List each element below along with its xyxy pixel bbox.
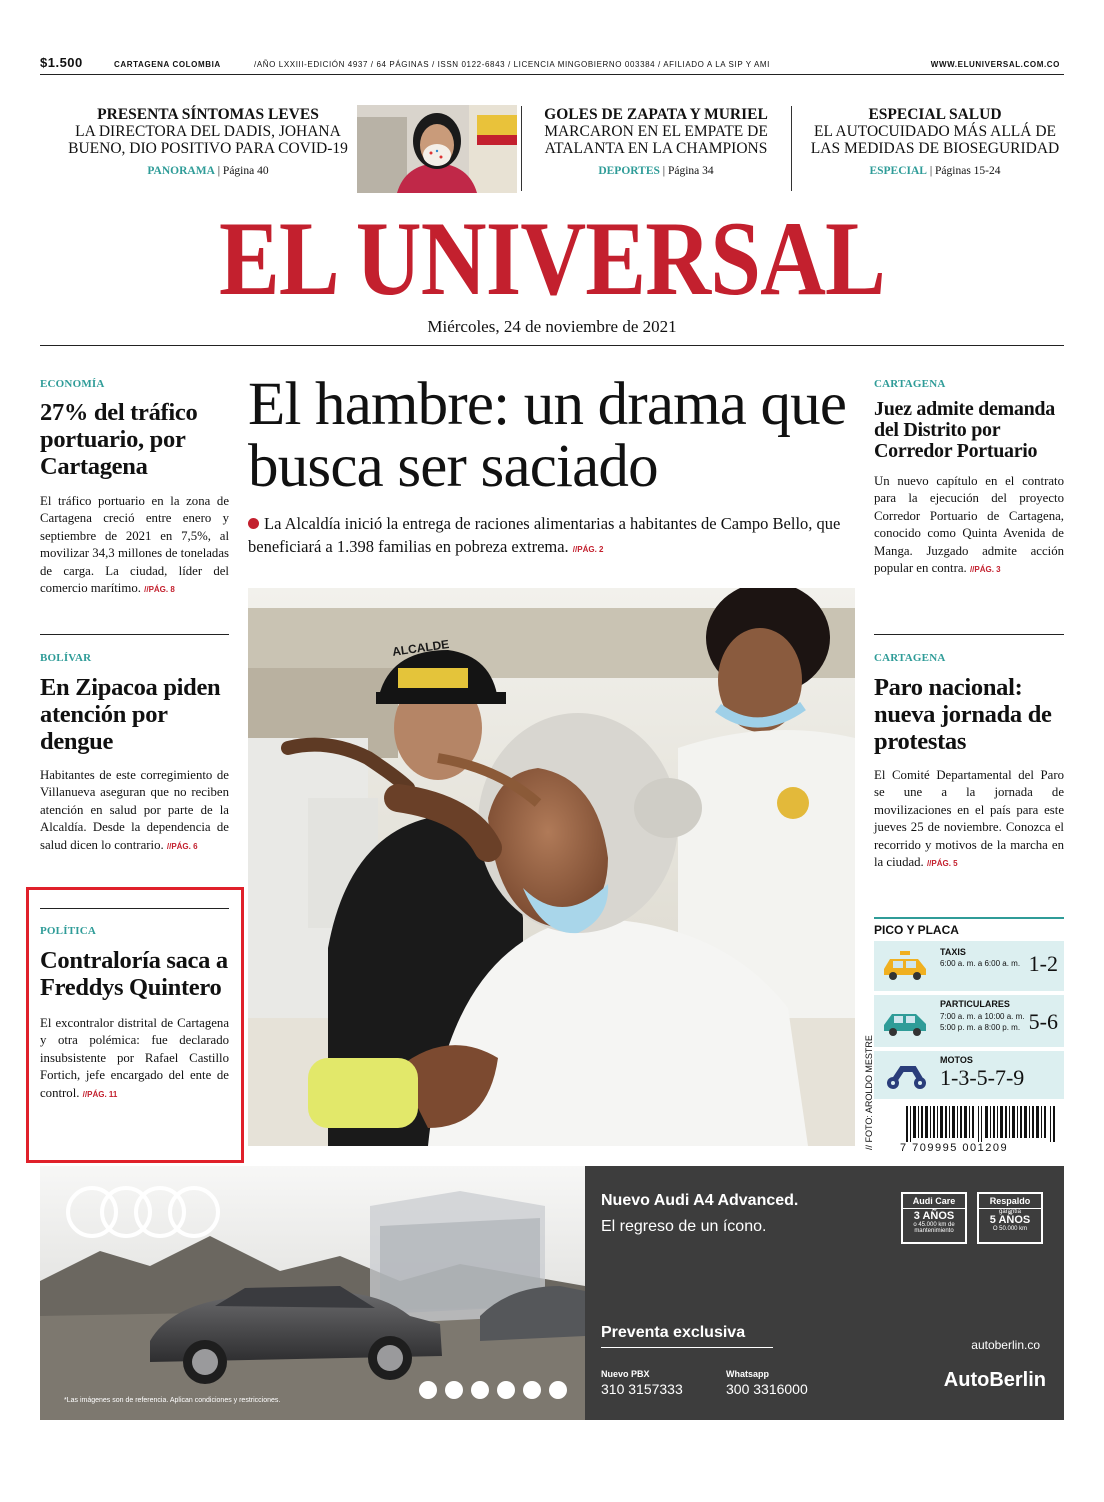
pico-y-placa	[874, 917, 1064, 1099]
pyp-time: 5:00 p. m. a 8:00 p. m.	[940, 1023, 1021, 1032]
audi-ad[interactable]	[40, 1166, 1064, 1420]
story-kicker: POLÍTICA	[40, 925, 96, 937]
teaser-title: LA DIRECTORA DEL DADIS, JOHANA BUENO, DIO POSITIVO PARA COVID-19	[68, 123, 348, 157]
pyp-title: PICO Y PLACA	[874, 923, 959, 937]
teaser-section: PANORAMA	[147, 165, 215, 177]
teaser-section: DEPORTES	[598, 165, 660, 177]
main-photo	[248, 588, 855, 1146]
pbx-label: Nuevo PBX	[601, 1369, 650, 1379]
story-divider	[40, 634, 229, 635]
city: CARTAGENA COLOMBIA	[114, 60, 221, 69]
story-paro[interactable]	[874, 652, 1064, 872]
teaser-kicker: ESPECIAL SALUD	[868, 106, 1002, 123]
masthead-logo[interactable]: EL UNIVERSAL	[218, 200, 885, 317]
story-divider	[874, 634, 1064, 635]
teaser-kicker: PRESENTA SÍNTOMAS LEVES	[97, 106, 319, 123]
motorcycle-icon	[884, 1061, 928, 1091]
teaser-page: | Páginas 15-24	[926, 165, 1001, 177]
story-headline: Juez admite demanda del Distrito por Corredor Portuario	[874, 398, 1055, 462]
badge-small: O 50.000 km	[992, 1226, 1028, 1232]
teaser-kicker: GOLES DE ZAPATA Y MURIEL	[544, 106, 768, 123]
ad-divider	[601, 1347, 773, 1348]
website-link[interactable]: WWW.ELUNIVERSAL.COM.CO	[930, 60, 1060, 69]
teaser-especial[interactable]	[806, 106, 1064, 177]
pbx-number[interactable]: 310 3157333	[601, 1381, 683, 1397]
edition-info: /AÑO LXXIII-EDICIÓN 4937 / 64 PÁGINAS / ISSN 0122-6843 / LICENCIA MINGOBIERNO 003384 / AFILIADO A LA SIP Y AMI	[254, 60, 770, 69]
bullet-icon	[248, 518, 259, 529]
story-body: El Comité Departamental del Paro se une a la jornada de movilizaciones en el país para este jueves 25 de noviembre. Conozca el recorrido y motivos de la marcha en la ciudad.	[874, 768, 1064, 870]
ad-subtitle: El regreso de un ícono.	[601, 1218, 767, 1235]
top-bar	[40, 55, 1064, 74]
story-kicker: ECONOMÍA	[40, 378, 105, 390]
ad-disclaimer: *Las imágenes son de referencia. Aplican condiciones y restricciones.	[64, 1397, 281, 1404]
story-kicker: CARTAGENA	[874, 378, 946, 390]
story-body: El tráfico portuario en la zona de Cartagena creció entre enero y septiembre de 2021 en 7,5%, al movilizar 34,3 millones de toneladas de carga. La ciudad, líder del comercio marítimo.	[40, 494, 229, 596]
teaser-deportes[interactable]	[530, 106, 782, 177]
pyp-name: PARTICULARES	[940, 999, 1010, 1009]
page-ref: //PÁG. 6	[166, 841, 198, 851]
ad-brand: AutoBerlin	[943, 1369, 1046, 1391]
teaser-divider	[791, 106, 792, 191]
whatsapp-number[interactable]: 300 3316000	[726, 1381, 808, 1397]
pyp-bar	[874, 917, 1064, 919]
teaser-section: ESPECIAL	[869, 165, 927, 177]
badge-sub: garantía	[998, 1209, 1022, 1215]
ad-image	[40, 1166, 585, 1420]
top-divider	[40, 74, 1064, 75]
story-kicker: BOLÍVAR	[40, 652, 92, 664]
page-ref: //PÁG. 11	[82, 1089, 118, 1099]
audi-care-badge	[901, 1192, 967, 1244]
badge-top: Audi Care	[903, 1194, 965, 1209]
story-economia[interactable]	[40, 378, 229, 598]
main-dek	[248, 512, 858, 561]
pyp-name: TAXIS	[940, 947, 966, 957]
pyp-plates: 5-6	[1028, 1009, 1058, 1034]
page-ref: //PÁG. 3	[969, 565, 1001, 575]
badge-main: 5 AÑOS	[989, 1214, 1031, 1226]
story-body: Habitantes de este corregimiento de Villanueva aseguran que no reciben atención en salud por parte de la Alcaldía. Desde la dependencia de salud dicen lo contrario.	[40, 768, 229, 852]
story-body: El excontralor distrital de Cartagena y otra polémica: fue declarado insubsistente por Rafael Castillo Fortich, jefe encargado del ente de control.	[40, 1016, 229, 1100]
page-ref: //PÁG. 5	[926, 859, 958, 869]
taxi-icon	[880, 951, 930, 981]
barcode	[906, 1106, 1058, 1146]
pyp-plates: 1-3-5-7-9	[940, 1065, 1025, 1090]
badge-top: Respaldo	[979, 1194, 1041, 1209]
car-icon	[880, 1007, 930, 1037]
teaser-page: | Página 40	[214, 165, 269, 177]
story-body: Un nuevo capítulo en el contrato para la ejecución del proyecto Corredor Portuario de Cartagena, conocido como Quinta Avenida de Manga. Juzgado admite acción popular en contra.	[874, 474, 1064, 576]
pyp-plates: 1-2	[1028, 951, 1058, 976]
pyp-row-taxis	[874, 941, 1064, 991]
teaser-title: MARCARON EN EL EMPATE DE ATALANTA EN LA CHAMPIONS	[544, 123, 768, 157]
story-headline: 27% del tráfico portuario, por Cartagena	[40, 399, 198, 480]
story-headline: En Zipacoa piden atención por dengue	[40, 674, 221, 755]
main-dek-text: La Alcaldía inició la entrega de raciones alimentarias a habitantes de Campo Bello, que beneficiará a 1.398 familias en pobreza extrema.	[248, 514, 841, 556]
respaldo-badge	[977, 1192, 1043, 1244]
teaser-page: | Página 34	[659, 165, 714, 177]
barcode-number: 7 709995 001209	[900, 1142, 1009, 1154]
story-corredor[interactable]	[874, 378, 1064, 578]
page-ref: //PÁG. 8	[144, 585, 175, 595]
badge-small: o 45.000 km de mantenimiento	[913, 1222, 955, 1234]
main-headline[interactable]: El hambre: un drama que busca ser saciado	[248, 371, 847, 500]
ad-title: Nuevo Audi A4 Advanced.	[601, 1192, 799, 1209]
ad-website[interactable]: autoberlin.co	[971, 1338, 1040, 1352]
teaser-divider	[521, 106, 522, 191]
teaser-title: EL AUTOCUIDADO MÁS ALLÁ DE LAS MEDIDAS DE BIOSEGURIDAD	[810, 123, 1060, 157]
photo-credit-text: // FOTO: AROLDO MESTRE	[864, 1035, 874, 1150]
pyp-row-motos	[874, 1051, 1064, 1099]
story-headline: Contraloría saca a Freddys Quintero	[40, 947, 228, 1001]
pyp-name: MOTOS	[940, 1055, 973, 1065]
edition-date: Miércoles, 24 de noviembre de 2021	[427, 317, 677, 336]
badge-main: 3 AÑOS	[913, 1210, 955, 1222]
ad-presale: Preventa exclusiva	[601, 1324, 746, 1341]
price: $1.500	[40, 55, 83, 70]
whatsapp-label: Whatsapp	[726, 1369, 770, 1379]
pyp-time: 7:00 a. m. a 10:00 a. m.	[940, 1012, 1025, 1021]
page-ref: //PÁG. 2	[572, 545, 604, 554]
pyp-row-particulares	[874, 995, 1064, 1047]
teaser-panorama[interactable]	[62, 106, 354, 177]
pyp-time: 6:00 a. m. a 6:00 a. m.	[940, 959, 1021, 968]
highlight-box	[26, 887, 244, 1163]
story-bolivar[interactable]	[40, 652, 229, 855]
story-headline: Paro nacional: nueva jornada de protestas	[874, 674, 1052, 755]
masthead-divider	[40, 345, 1064, 346]
story-kicker: CARTAGENA	[874, 652, 946, 664]
cap-label: ALCALDE	[391, 636, 451, 659]
teaser-photo	[357, 105, 517, 193]
